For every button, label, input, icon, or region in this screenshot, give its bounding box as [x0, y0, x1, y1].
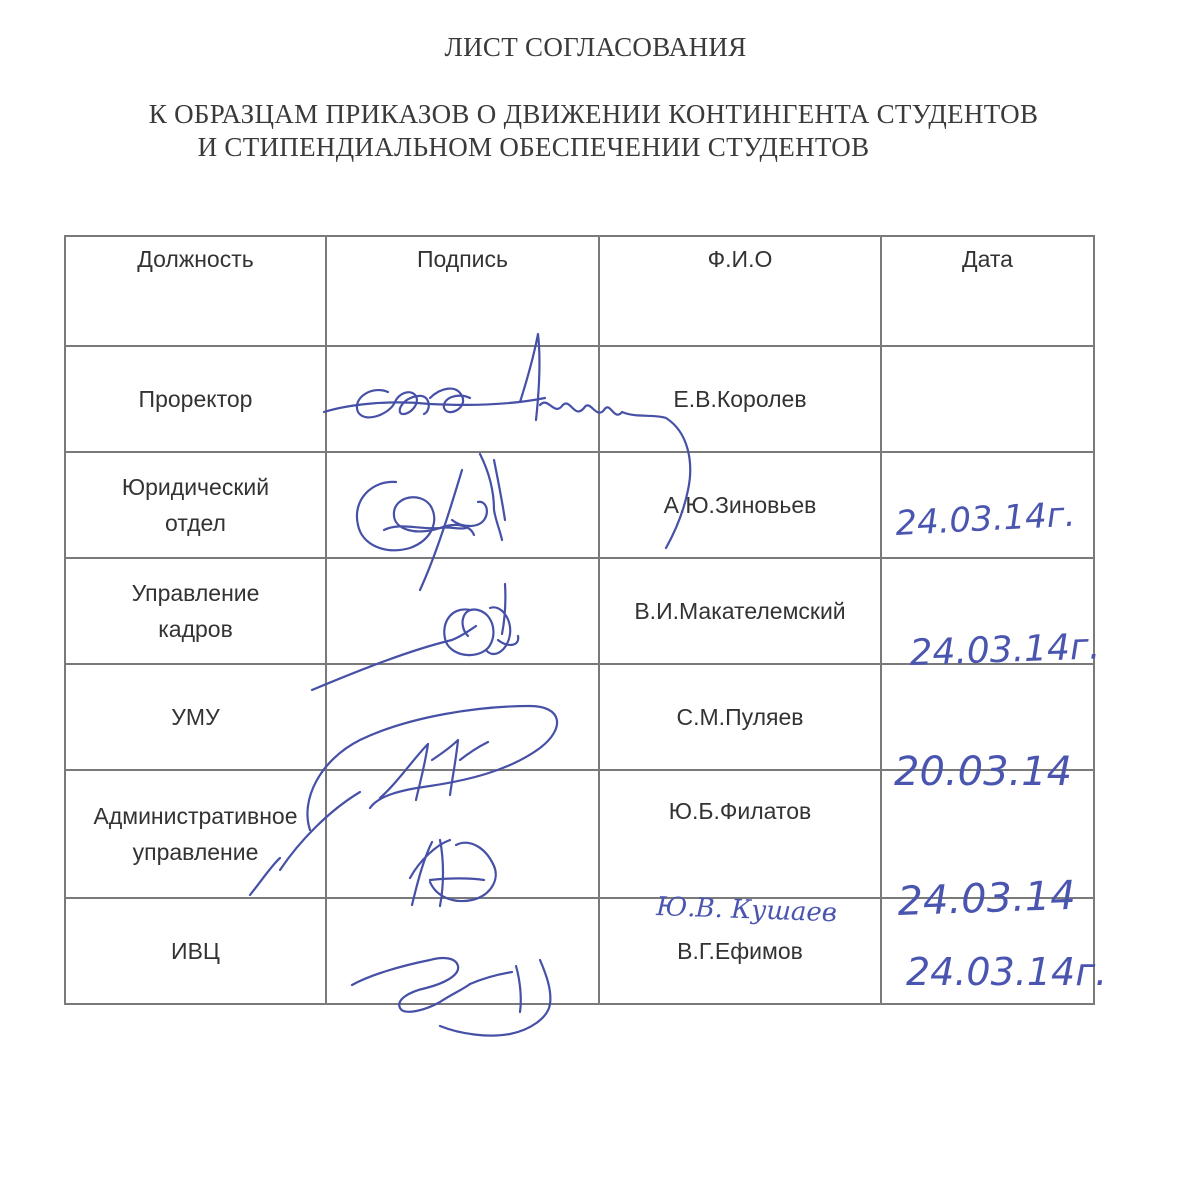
document-subtitle-line1: К ОБРАЗЦАМ ПРИКАЗОВ О ДВИЖЕНИИ КОНТИНГЕНТА СТУДЕНТОВ — [148, 99, 1039, 129]
position-cell — [65, 664, 326, 770]
handwritten-date: 24.03.14 — [896, 872, 1077, 925]
header-full-name: Ф.И.О — [599, 236, 881, 346]
full-name-label: Ю.Б.Филатов — [668, 798, 812, 824]
full-name-cell: А.Ю.Зиновьев — [599, 452, 881, 558]
table-header-row — [65, 236, 1094, 346]
header-date: Дата — [881, 236, 1094, 346]
header-signature: Подпись — [326, 236, 599, 346]
position-cell — [65, 770, 326, 898]
table-row — [65, 346, 1094, 452]
date-cell — [881, 664, 1094, 770]
position-label: Административное — [93, 803, 298, 829]
table-row — [65, 558, 1094, 664]
position-label: Управление — [131, 580, 260, 606]
table-row — [65, 770, 1094, 898]
signature-cell — [326, 346, 599, 452]
position-cell — [65, 558, 326, 664]
handwritten-date: 24.03.14г. — [894, 494, 1077, 544]
full-name-cell: В.И.Макателемский — [599, 558, 881, 664]
full-name-cell: В.Г.Ефимов — [599, 898, 881, 1004]
handwritten-date: 24.03.14г. — [906, 950, 1108, 994]
signature-cell — [326, 898, 599, 1004]
date-cell — [881, 452, 1094, 558]
document-title: ЛИСТ СОГЛАСОВАНИЯ — [444, 32, 747, 62]
approval-table — [64, 235, 1095, 1005]
position-label: Проректор — [138, 386, 253, 412]
full-name-cell: С.М.Пуляев — [599, 664, 881, 770]
position-cell — [65, 452, 326, 558]
handwritten-date: 20.03.14 — [894, 749, 1073, 795]
full-name-cell — [599, 770, 881, 898]
position-label: УМУ — [171, 704, 220, 730]
handwritten-date: 24.03.14г. — [908, 626, 1101, 674]
header-position: Должность — [65, 236, 326, 346]
position-label-line2: отдел — [165, 510, 226, 536]
table-row — [65, 452, 1094, 558]
signature-cell — [326, 558, 599, 664]
document-subtitle-line2: И СТИПЕНДИАЛЬНОМ ОБЕСПЕЧЕНИИ СТУДЕНТОВ — [197, 132, 870, 162]
position-cell — [65, 346, 326, 452]
full-name-cell: Е.В.Королев — [599, 346, 881, 452]
date-cell — [881, 770, 1094, 898]
position-label: ИВЦ — [171, 938, 220, 964]
date-cell — [881, 346, 1094, 452]
position-cell — [65, 898, 326, 1004]
position-label-line2: кадров — [158, 616, 233, 642]
table-row — [65, 664, 1094, 770]
date-cell — [881, 558, 1094, 664]
position-label-line2: управление — [132, 839, 259, 865]
signature-cell — [326, 664, 599, 770]
position-label: Юридический — [121, 474, 270, 500]
signature-cell — [326, 452, 599, 558]
signature-cell — [326, 770, 599, 898]
table-row — [65, 898, 1094, 1004]
date-cell — [881, 898, 1094, 1004]
handwritten-note: Ю.В. Кушаев — [655, 892, 838, 929]
